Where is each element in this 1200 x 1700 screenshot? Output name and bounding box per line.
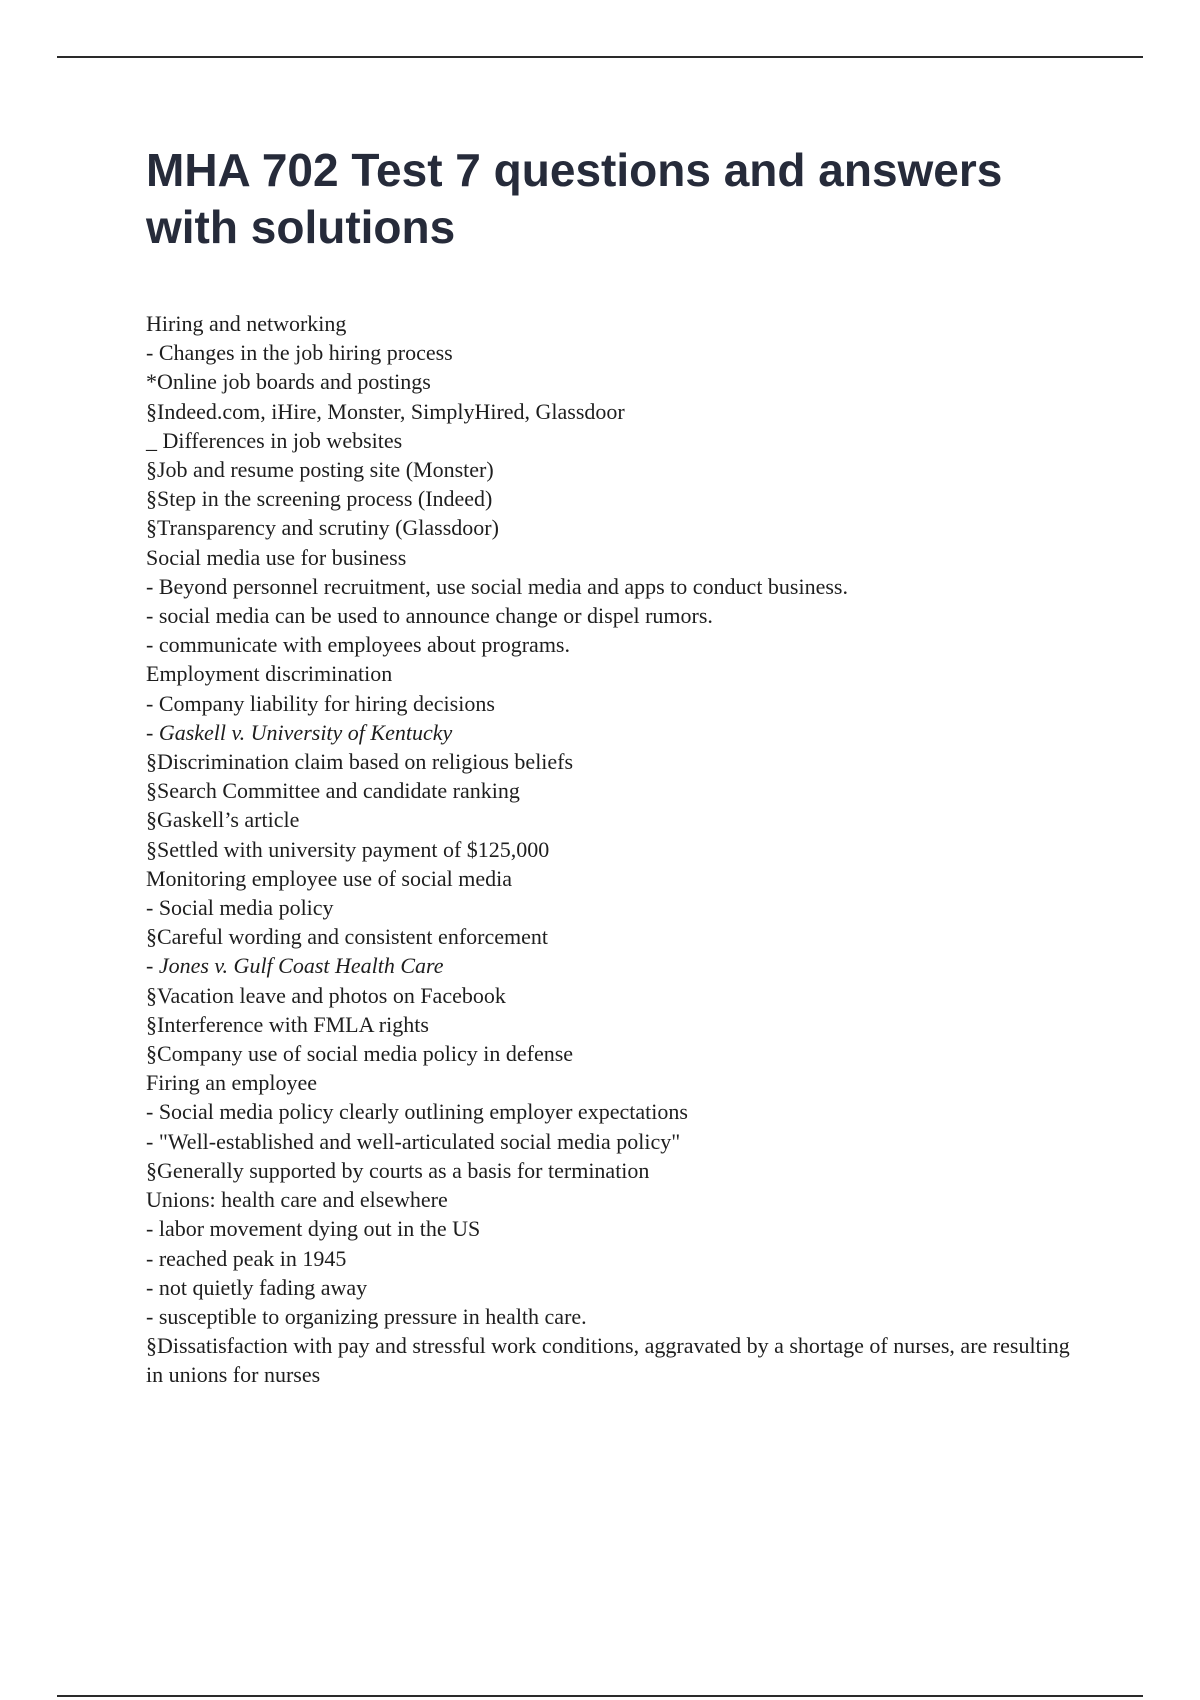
text-line: - Changes in the job hiring process: [146, 340, 453, 366]
document-body: [146, 309, 1086, 1390]
text-line: - reached peak in 1945: [146, 1245, 347, 1271]
text-line: Firing an employee: [146, 1070, 318, 1096]
text-line: - not quietly fading away: [146, 1274, 368, 1300]
text-line: §Indeed.com, iHire, Monster, SimplyHired, Glassdoor: [146, 398, 625, 424]
text-line: - "Well-established and well-articulated social media policy": [146, 1128, 681, 1154]
text-line: §Interference with FMLA rights: [146, 1011, 429, 1037]
text-line: _ Differences in job websites: [146, 427, 403, 453]
text-line: Employment discrimination: [146, 661, 393, 687]
text-line: §Transparency and scrutiny (Glassdoor): [146, 515, 499, 541]
text-line: Monitoring employee use of social media: [146, 865, 512, 891]
text-line: §Job and resume posting site (Monster): [146, 457, 494, 483]
document-title: MHA 702 Test 7 questions and answers with solutions: [146, 144, 1003, 253]
line-prefix: -: [146, 719, 159, 745]
text-line: §Vacation leave and photos on Facebook: [146, 982, 506, 1008]
text-line: §Dissatisfaction with pay and stressful work conditions, aggravated by a shortage of nurses, are resulting in unions for nurses: [146, 1333, 1076, 1388]
text-line: Social media use for business: [146, 544, 407, 570]
text-line: §Search Committee and candidate ranking: [146, 778, 520, 804]
text-line: §Gaskell’s article: [146, 807, 300, 833]
text-line: [146, 718, 1086, 747]
text-line: §Careful wording and consistent enforcement: [146, 924, 548, 950]
line-prefix: -: [146, 953, 159, 979]
text-line: §Discrimination claim based on religious beliefs: [146, 749, 574, 775]
text-line: - susceptible to organizing pressure in health care.: [146, 1303, 587, 1329]
text-line: - Social media policy clearly outlining employer expectations: [146, 1099, 688, 1125]
case-citation: Gaskell v. University of Kentucky: [158, 719, 453, 745]
text-line: [146, 951, 1086, 980]
text-line: Unions: health care and elsewhere: [146, 1187, 448, 1213]
footer-rule: [57, 1695, 1143, 1697]
text-line: §Step in the screening process (Indeed): [146, 486, 493, 512]
text-line: *Online job boards and postings: [146, 369, 431, 395]
text-line: - labor movement dying out in the US: [146, 1216, 481, 1242]
text-line: §Settled with university payment of $125,000: [146, 836, 550, 862]
text-line: - Social media policy: [146, 895, 334, 921]
text-line: Hiring and networking: [146, 311, 347, 336]
case-citation: Jones v. Gulf Coast Health Care: [158, 953, 444, 979]
header-rule: [57, 56, 1143, 58]
text-line: - social media can be used to announce change or dispel rumors.: [146, 603, 713, 629]
text-line: §Company use of social media policy in defense: [146, 1041, 574, 1067]
text-line: - communicate with employees about programs.: [146, 632, 570, 658]
text-line: - Beyond personnel recruitment, use social media and apps to conduct business.: [146, 573, 848, 599]
text-line: - Company liability for hiring decisions: [146, 690, 495, 716]
text-line: §Generally supported by courts as a basis for termination: [146, 1157, 650, 1183]
